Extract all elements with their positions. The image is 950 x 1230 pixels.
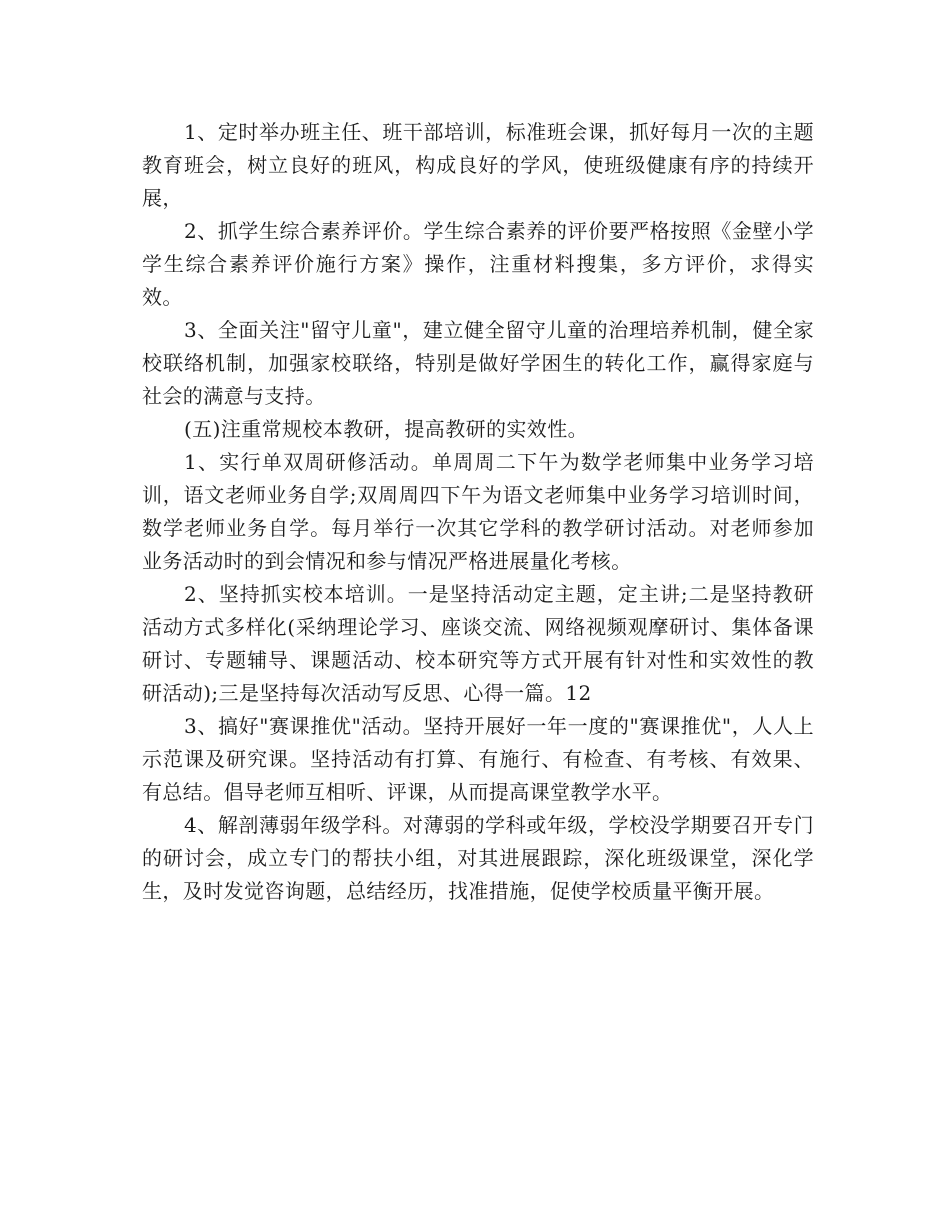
section-heading-school-research: (五)注重常规校本教研，提高教研的实效性。 <box>184 417 589 441</box>
document-body <box>142 116 814 908</box>
paragraph-class-training: 1、定时举办班主任、班干部培训，标准班会课，抓好每月一次的主题教育班会，树立良好的班风，构成良好的学风，使班级健康有序的持续开展， <box>142 120 814 210</box>
paragraph-lesson-contest: 3、搞好"赛课推优"活动。坚持开展好一年一度的"赛课推优"，人人上示范课及研究课。坚持活动有打算、有施行、有检查、有考核、有效果、有总结。倡导老师互相听、评课，从而提高课堂教学水平。 <box>142 714 814 804</box>
paragraph-weak-subjects: 4、解剖薄弱年级学科。对薄弱的学科或年级，学校没学期要召开专门的研讨会，成立专门的帮扶小组，对其进展跟踪，深化班级课堂，深化学生，及时发觉咨询题，总结经历，找准措施，促使学校质量平衡开展。 <box>142 813 814 903</box>
paragraph-student-evaluation: 2、抓学生综合素养评价。学生综合素养的评价要严格按照《金壁小学学生综合素养评价施行方案》操作，注重材料搜集，多方评价，求得实效。 <box>142 219 814 309</box>
paragraph-weekly-study: 1、实行单双周研修活动。单周周二下午为数学老师集中业务学习培训，语文老师业务自学;双周周四下午为语文老师集中业务学习培训时间，数学老师业务自学。每月举行一次其它学科的教学研讨活动。对老师参加业务活动时的到会情况和参与情况严格进展量化考核。 <box>142 450 814 573</box>
paragraph-left-behind-children: 3、全面关注"留守儿童"，建立健全留守儿童的治理培养机制，健全家校联络机制，加强家校联络，特别是做好学困生的转化工作，赢得家庭与社会的满意与支持。 <box>142 318 814 408</box>
paragraph-school-training: 2、坚持抓实校本培训。一是坚持活动定主题，定主讲;二是坚持教研活动方式多样化(采纳理论学习、座谈交流、网络视频观摩研讨、集体备课研讨、专题辅导、课题活动、校本研究等方式开展有针对性和实效性的教研活动);三是坚持每次活动写反思、心得一篇。12 <box>142 582 814 705</box>
